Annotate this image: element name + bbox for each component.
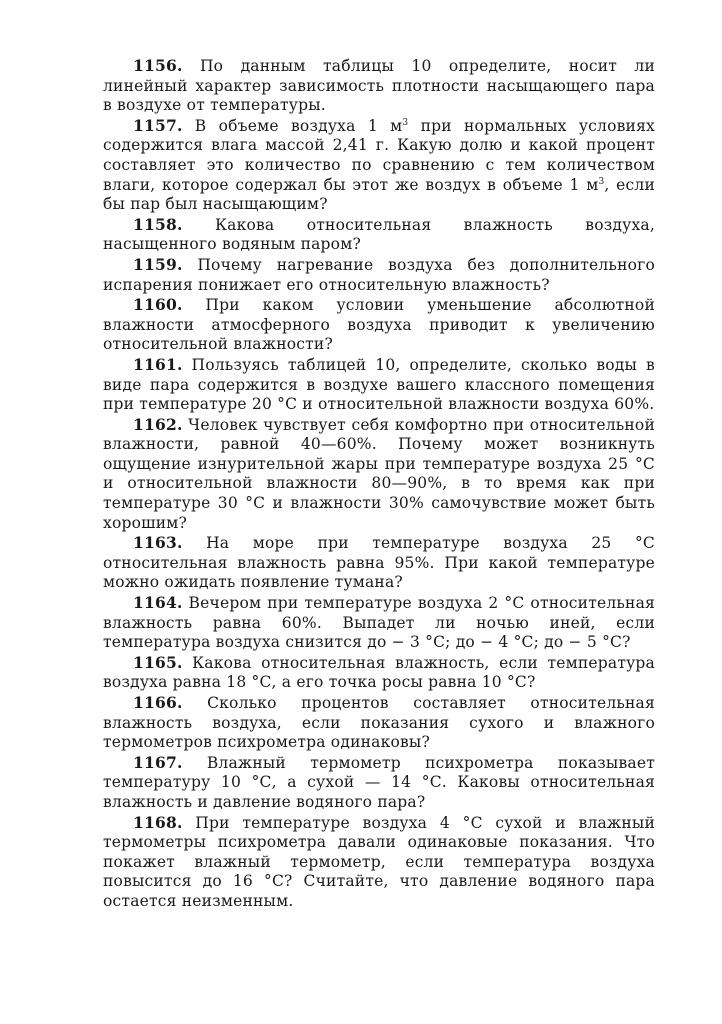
problem-number: 1157.	[133, 115, 183, 135]
problem-list	[103, 56, 655, 912]
problem-1163	[103, 533, 655, 593]
problem-text-part: , если бы пар был насыщающим?	[103, 175, 655, 214]
problem-number: 1161.	[133, 354, 183, 374]
problem-text: Сколько процентов составляет относительная влажность воздуха, если показания сухого и влажного термометров психрометра одинаковы?	[103, 694, 655, 752]
problem-1167	[103, 753, 655, 813]
problem-text: При каком условии уменьшение абсолютной влажности атмосферного воздуха приводит к увеличению относительной влажности?	[103, 296, 655, 354]
problem-number: 1164.	[133, 593, 183, 613]
problem-1166	[103, 693, 655, 753]
problem-1160	[103, 295, 655, 355]
problem-number: 1158.	[133, 214, 183, 234]
problem-text: Какова относительная влажность воздуха, насыщенного водяным паром?	[103, 215, 655, 254]
problem-text-part: при нормальных условиях содержится влага массой 2,41 г. Какую долю и какой процент составляет это количество по сравнению с тем количеством влаги, которое содержал бы этот же воздух в объеме 1 м	[103, 116, 655, 194]
superscript: 3	[598, 176, 605, 187]
problem-1161	[103, 355, 655, 415]
problem-number: 1156.	[133, 56, 183, 75]
problem-1158	[103, 215, 655, 255]
problem-number: 1160.	[133, 295, 183, 315]
problem-text: По данным таблицы 10 определите, носит ли линейный характер зависимость плотности насыщающего пара в воздухе от температуры.	[103, 57, 655, 115]
problem-number: 1163.	[133, 533, 183, 553]
problem-text: На море при температуре воздуха 25 °С относительная влажность равна 95%. При какой температуре можно ожидать появление тумана?	[103, 534, 655, 592]
problem-1168	[103, 813, 655, 912]
problem-number: 1165.	[133, 652, 183, 672]
problem-number: 1159.	[133, 254, 183, 274]
problem-number: 1168.	[133, 812, 183, 832]
problem-text-part: В объеме воздуха 1 м	[194, 116, 403, 135]
problem-1164	[103, 593, 655, 653]
problem-number: 1167.	[133, 752, 183, 772]
problem-1156	[103, 56, 655, 116]
problem-text: Вечером при температуре воздуха 2 °С относительная влажность равна 60%. Выпадет ли ночью иней, если температура воздуха снизится до − 3 °С; до − 4 °С; до − 5 °С?	[103, 594, 655, 652]
problem-text: Почему нагревание воздуха без дополнительного испарения понижает его относительную влажность?	[103, 255, 655, 294]
superscript: 3	[402, 117, 409, 128]
problem-number: 1162.	[133, 414, 183, 434]
problem-1165	[103, 653, 655, 693]
problem-text: При температуре воздуха 4 °С сухой и влажный термометры психрометра давали одинаковые показания. Что покажет влажный термометр, если температура воздуха повысится до 16 °С? Считайте, что давление водяного пара остается неизменным.	[103, 813, 655, 910]
problem-1162	[103, 415, 655, 534]
problem-1157	[103, 116, 655, 215]
problem-number: 1166.	[133, 693, 183, 712]
problem-text: Пользуясь таблицей 10, определите, сколько воды в виде пара содержится в воздухе вашего классного помещения при температуре 20 °С и относительной влажности воздуха 60%.	[103, 355, 655, 414]
problem-text: Какова относительная влажность, если температура воздуха равна 18 °С, а его точка росы равна 10 °С?	[103, 653, 655, 692]
problem-text: Человек чувствует себя комфортно при относительной влажности, равной 40—60%. Почему может возникнуть ощущение изнурительной жары при температуре воздуха 25 °С и относительной влажности 80—90%, в то время как при температуре 30 °С и влажности 30% самочувствие может быть хорошим?	[103, 415, 655, 532]
problem-1159	[103, 255, 655, 295]
problem-text: Влажный термометр психрометра показывает температуру 10 °С, а сухой — 14 °С. Каковы относительная влажность и давление водяного пара?	[103, 753, 655, 811]
